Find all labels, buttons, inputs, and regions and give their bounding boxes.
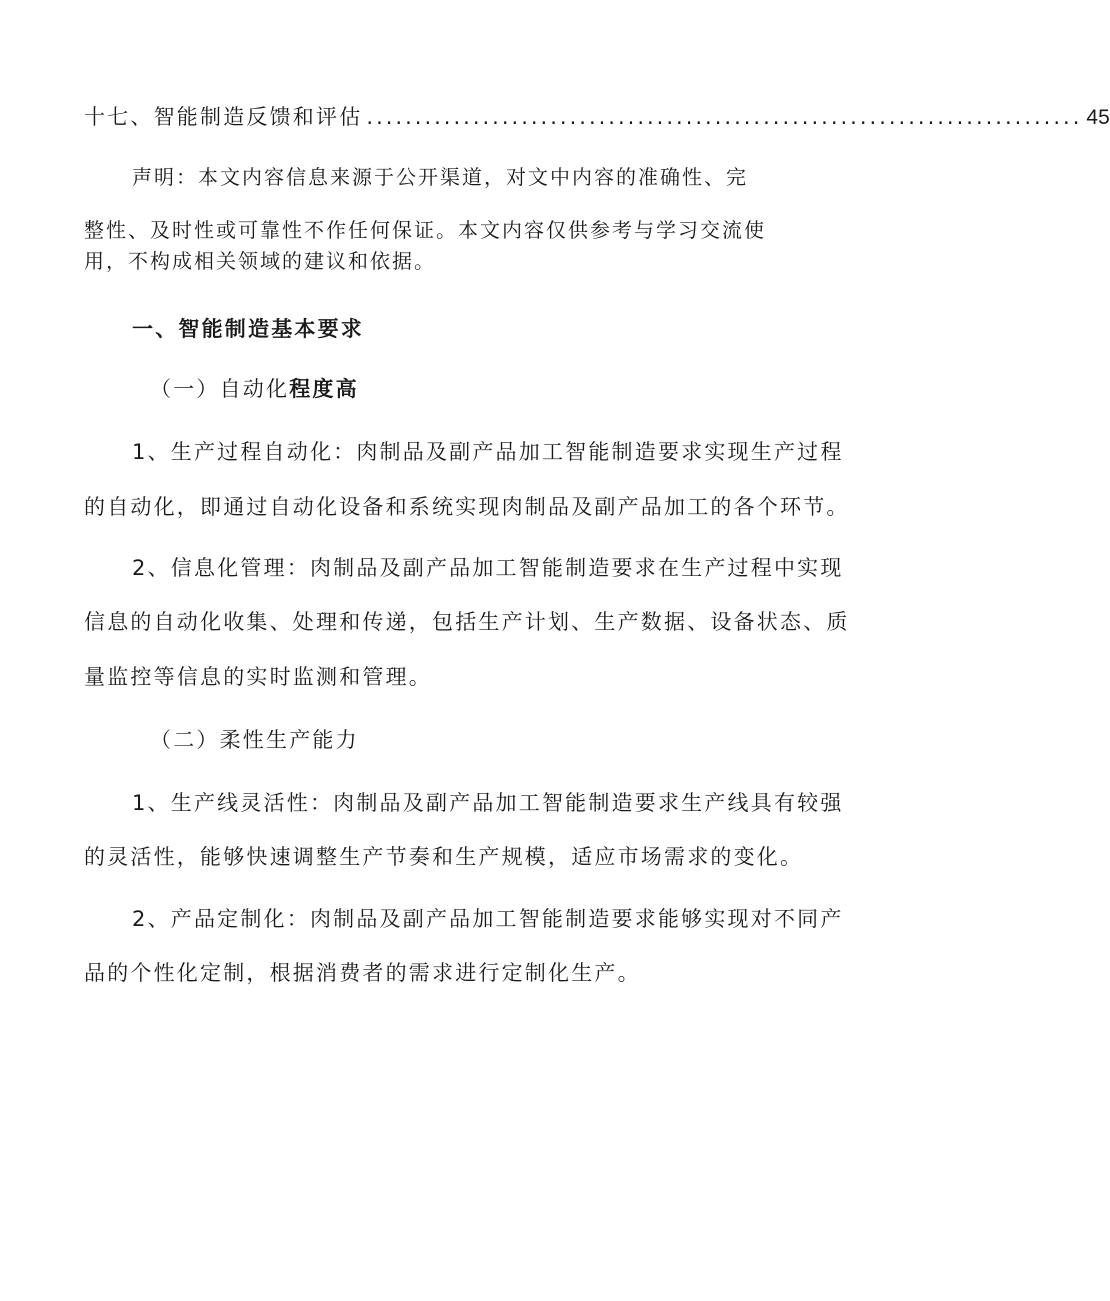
subsection-heading-1-bold: 程度高 (289, 377, 359, 401)
paragraph-2-line-3: 量监控等信息的实时监测和管理。 (84, 665, 432, 689)
paragraph-1-line-2: 的自动化，即通过自动化设备和系统实现肉制品及副产品加工的各个环节。 (84, 495, 850, 519)
subsection-heading-2: （二）柔性生产能力 (150, 728, 359, 752)
paragraph-1-line-1: 1、生产过程自动化：肉制品及副产品加工智能制造要求实现生产过程 (132, 440, 844, 464)
toc-page-number: 45 (1086, 106, 1110, 129)
paragraph-4-line-1: 2、产品定制化：肉制品及副产品加工智能制造要求能够实现对不同产 (132, 907, 844, 931)
disclaimer-line-2: 整性、及时性或可靠性不作任何保证。本文内容仅供参考与学习交流使 (84, 218, 766, 242)
subsection-heading-1-prefix: （一）自动化 (150, 377, 290, 401)
paragraph-3-line-2: 的灵活性，能够快速调整生产节奏和生产规模，适应市场需求的变化。 (84, 845, 804, 869)
toc-entry-title: 十七、智能制造反馈和评估 (84, 105, 363, 129)
disclaimer-line-1: 声明：本文内容信息来源于公开渠道，对文中内容的准确性、完 (132, 165, 748, 189)
paragraph-3-line-1: 1、生产线灵活性：肉制品及副产品加工智能制造要求生产线具有较强 (132, 791, 844, 815)
subsection-heading-1 (150, 374, 359, 404)
disclaimer-line-3: 用，不构成相关领域的建议和依据。 (84, 249, 436, 273)
paragraph-2-line-1: 2、信息化管理：肉制品及副产品加工智能制造要求在生产过程中实现 (132, 556, 844, 580)
paragraph-4-line-2: 品的个性化定制，根据消费者的需求进行定制化生产。 (84, 961, 641, 985)
toc-entry[interactable] (84, 102, 1110, 133)
section-heading: 一、智能制造基本要求 (132, 317, 364, 341)
toc-leader-dots: .......................................................................... (366, 105, 1083, 129)
paragraph-2-line-2: 信息的自动化收集、处理和传递，包括生产计划、生产数据、设备状态、质 (84, 610, 850, 634)
